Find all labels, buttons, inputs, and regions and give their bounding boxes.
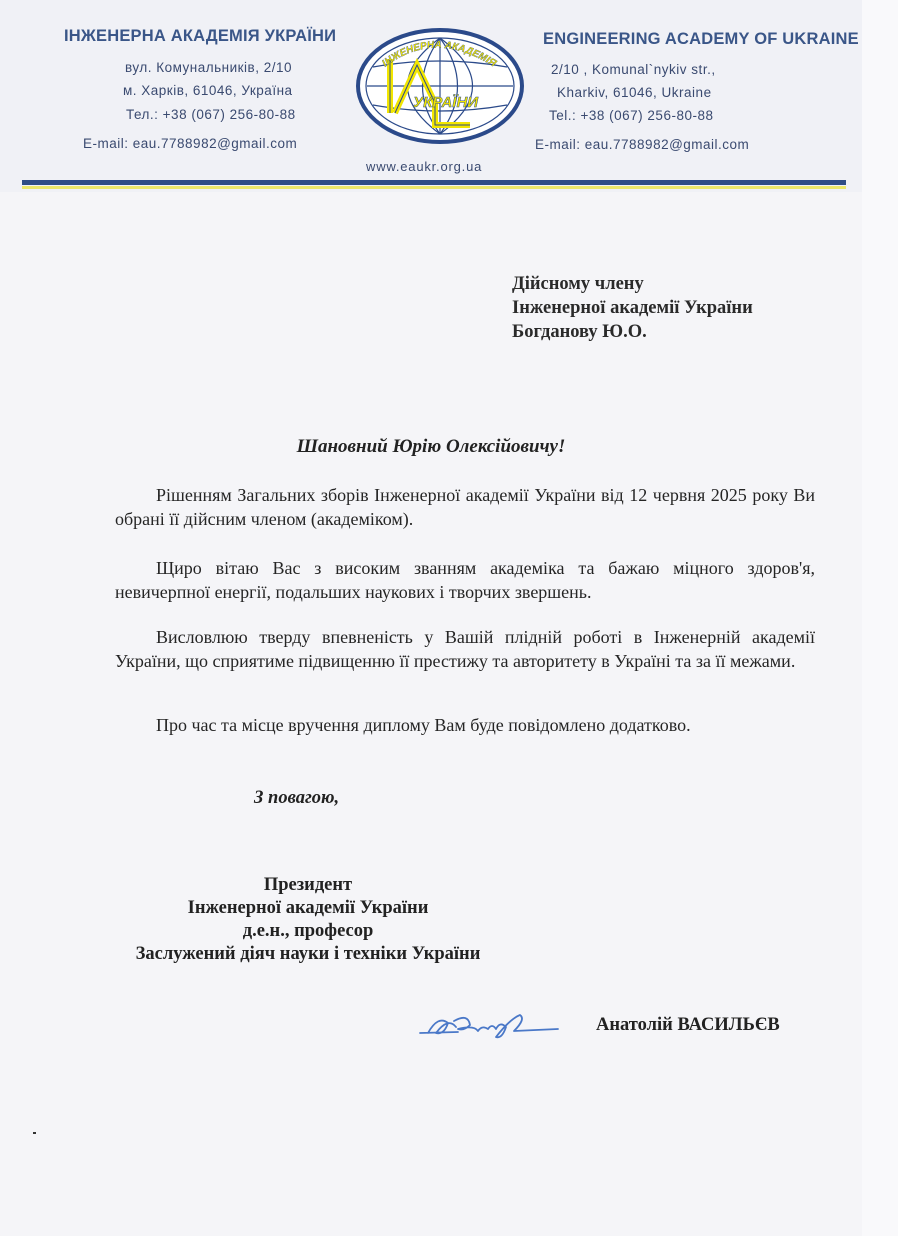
paragraph-text: Висловлюю тверду впевненість у Вашій плідній роботі в Інженерній академії України, що сприятиме підвищенню її престижу та авторитету в Україні та за її межами. — [115, 627, 815, 671]
letterhead — [0, 0, 862, 192]
address-line2-ua: м. Харків, 61046, Україна — [123, 83, 293, 98]
salutation: Шановний Юрію Олексійовичу! — [296, 436, 566, 457]
email-ua: E-mail: eau.7788982@gmail.com — [83, 136, 298, 151]
addressee-line1: Дійсному члену — [512, 274, 644, 294]
closing-phrase: З повагою, — [254, 788, 340, 808]
addressee-name: Богданову Ю.О. — [512, 322, 647, 342]
org-title-en: ENGINEERING ACADEMY OF UKRAINE — [543, 30, 859, 48]
address-line1-ua: вул. Комунальників, 2/10 — [125, 60, 292, 75]
scan-speck — [33, 1132, 36, 1134]
logo-arc-text: ІНЖЕНЕРНА АКАДЕМІЯ — [380, 39, 498, 70]
header-stripe-yellow — [22, 186, 846, 189]
body-paragraph — [115, 556, 815, 604]
phone-ua: Тел.: +38 (067) 256-80-88 — [126, 107, 296, 122]
signatory-honor: Заслужений діяч науки і техніки України — [135, 944, 481, 964]
email-en: E-mail: eau.7788982@gmail.com — [535, 137, 750, 152]
addressee-block — [512, 272, 753, 344]
paragraph-text: Щиро вітаю Вас з високим званням академіка та бажаю міцного здоров'я, невичерпної енергії, подальших наукових і творчих звершень. — [115, 558, 815, 602]
academy-logo — [355, 27, 525, 145]
address-line1-en: 2/10 , Komunal`nykiv str., — [551, 62, 716, 77]
body-paragraph — [115, 625, 815, 673]
signatory-name: Анатолій ВАСИЛЬЄВ — [596, 1015, 780, 1035]
paragraph-text: Про час та місце вручення диплому Вам буде повідомлено додатково. — [156, 715, 691, 735]
signatory-title-block — [100, 874, 516, 966]
website-link[interactable]: www.eaukr.org.ua — [366, 159, 483, 174]
signatory-position: Президент — [263, 875, 353, 895]
address-line2-en: Kharkiv, 61046, Ukraine — [557, 85, 712, 100]
body-paragraph — [115, 713, 815, 737]
logo-bottom-text: УКРАЇНИ — [413, 94, 479, 111]
signatory-organization: Інженерної академії України — [187, 898, 429, 918]
body-paragraph — [115, 483, 815, 531]
addressee-line2: Інженерної академії України — [512, 298, 753, 318]
header-stripe-blue — [22, 180, 846, 185]
paragraph-text: Рішенням Загальних зборів Інженерної академії України від 12 червня 2025 року Ви обрані її дійсним членом (академіком). — [115, 485, 815, 529]
scan-margin — [862, 0, 898, 1236]
handwritten-signature — [418, 1005, 570, 1047]
signatory-degree: д.е.н., професор — [242, 921, 374, 941]
org-title-ua: ІНЖЕНЕРНА АКАДЕМІЯ УКРАЇНИ — [64, 27, 337, 45]
phone-en: Tel.: +38 (067) 256-80-88 — [549, 108, 714, 123]
